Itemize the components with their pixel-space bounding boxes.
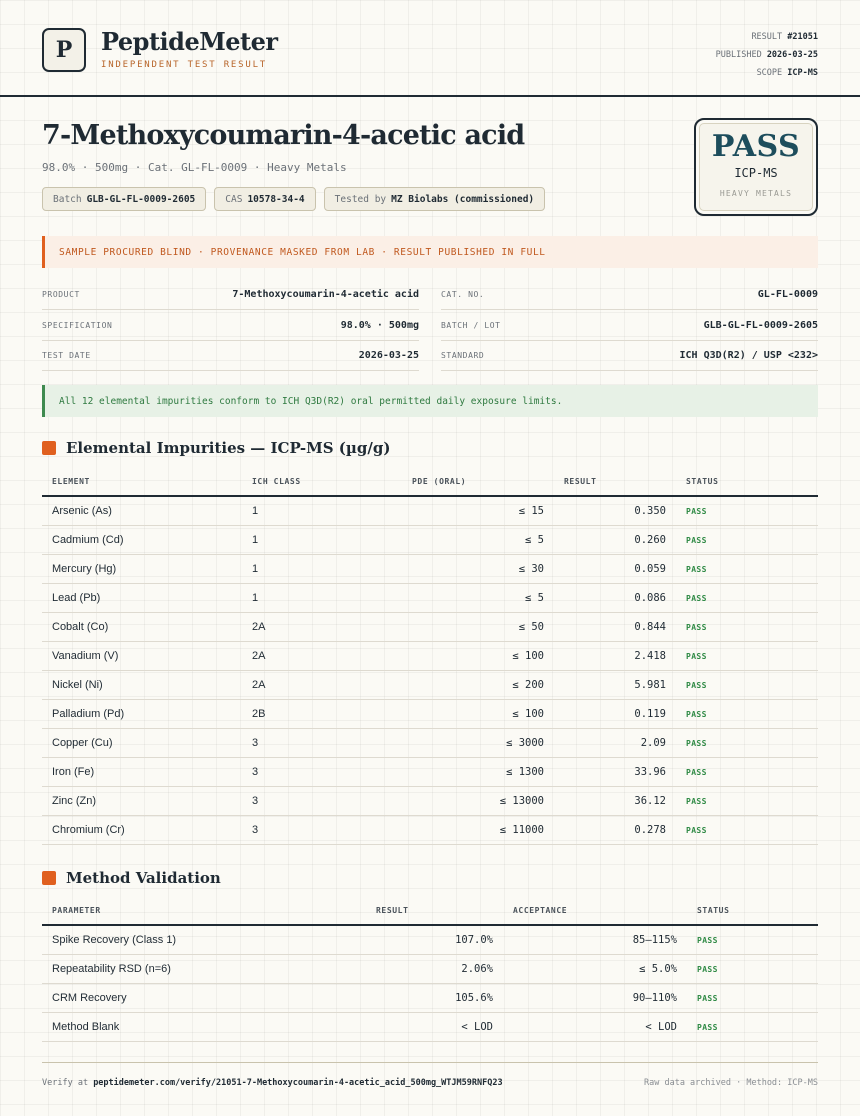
table-row: [42, 984, 818, 1013]
pde-cell: ≤ 15: [402, 496, 554, 526]
ich-class-cell: 2B: [242, 700, 402, 729]
batch-chip: Batch GLB-GL-FL-0009-2605: [42, 187, 206, 211]
acceptance-cell: 85–115%: [503, 925, 687, 955]
col-ich-class: ICH CLASS: [242, 467, 402, 496]
element-cell: Cadmium (Cd): [42, 526, 242, 555]
ich-class-cell: 3: [242, 816, 402, 845]
info-specification: [42, 311, 419, 341]
col-pde: PDE (ORAL): [402, 467, 554, 496]
table-row: [42, 700, 818, 729]
verify-link[interactable]: peptidemeter.com/verify/21051-7-Methoxycoumarin-4-acetic_acid_500mg_WTJM59RNFQ23: [93, 1078, 503, 1088]
status-badge: PASS: [676, 496, 818, 526]
tested-by-chip: Tested by MZ Biolabs (commissioned): [324, 187, 545, 211]
table-row: [42, 526, 818, 555]
table-row: [42, 925, 818, 955]
acceptance-cell: < LOD: [503, 1013, 687, 1042]
col-result: RESULT: [366, 896, 503, 925]
element-cell: Palladium (Pd): [42, 700, 242, 729]
col-status: STATUS: [687, 896, 818, 925]
element-cell: Nickel (Ni): [42, 671, 242, 700]
result-cell: 2.06%: [366, 955, 503, 984]
verify-line: [42, 1078, 503, 1088]
status-badge: PASS: [687, 955, 818, 984]
stamp-category: HEAVY METALS: [719, 189, 793, 198]
result-cell: 0.059: [554, 555, 676, 584]
archive-note: Raw data archived · Method: ICP-MS: [644, 1078, 818, 1088]
ich-class-cell: 1: [242, 555, 402, 584]
cas-chip: CAS 10578-34-4: [214, 187, 315, 211]
table-row: [42, 642, 818, 671]
info-test-date: [42, 341, 419, 371]
element-cell: Copper (Cu): [42, 729, 242, 758]
info-value: ICH Q3D(R2) / USP <232>: [679, 350, 818, 361]
result-cell: 0.119: [554, 700, 676, 729]
info-batch-lot: [441, 311, 818, 341]
section-title: Method Validation: [66, 869, 221, 887]
parameter-cell: CRM Recovery: [42, 984, 366, 1013]
element-cell: Zinc (Zn): [42, 787, 242, 816]
pde-cell: ≤ 13000: [402, 787, 554, 816]
parameter-cell: Method Blank: [42, 1013, 366, 1042]
table-row: [42, 584, 818, 613]
table-row: [42, 955, 818, 984]
table-row: [42, 555, 818, 584]
element-cell: Cobalt (Co): [42, 613, 242, 642]
section-bullet-icon: [42, 441, 56, 455]
pde-cell: ≤ 100: [402, 700, 554, 729]
status-badge: PASS: [676, 613, 818, 642]
col-status: STATUS: [676, 467, 818, 496]
info-label: STANDARD: [441, 351, 485, 360]
info-label: CAT. NO.: [441, 290, 485, 299]
result-cell: 0.086: [554, 584, 676, 613]
info-product: [42, 280, 419, 310]
page-header: [0, 0, 860, 97]
table-row: [42, 816, 818, 845]
result-cell: 0.350: [554, 496, 676, 526]
ich-class-cell: 3: [242, 758, 402, 787]
element-cell: Lead (Pb): [42, 584, 242, 613]
pde-cell: ≤ 50: [402, 613, 554, 642]
result-cell: 0.260: [554, 526, 676, 555]
product-subtitle: 98.0% · 500mg · Cat. GL-FL-0009 · Heavy Metals: [42, 161, 347, 174]
status-badge: PASS: [687, 984, 818, 1013]
table-row: [42, 613, 818, 642]
product-chips: [42, 187, 545, 211]
pde-cell: ≤ 5: [402, 584, 554, 613]
stamp-method: ICP-MS: [734, 166, 778, 180]
ich-class-cell: 1: [242, 526, 402, 555]
pde-cell: ≤ 1300: [402, 758, 554, 787]
status-badge: PASS: [687, 1013, 818, 1042]
result-cell: 33.96: [554, 758, 676, 787]
brand-name[interactable]: PeptideMeter: [101, 27, 278, 56]
col-acceptance: ACCEPTANCE: [503, 896, 687, 925]
status-badge: PASS: [676, 758, 818, 787]
ich-class-cell: 3: [242, 787, 402, 816]
section-title: Elemental Impurities — ICP-MS (µg/g): [66, 439, 391, 457]
info-label: TEST DATE: [42, 351, 91, 360]
element-cell: Vanadium (V): [42, 642, 242, 671]
element-cell: Mercury (Hg): [42, 555, 242, 584]
table-header-row: [42, 467, 818, 496]
pass-stamp: [694, 118, 818, 216]
status-badge: PASS: [676, 555, 818, 584]
pde-cell: ≤ 200: [402, 671, 554, 700]
table-row: [42, 729, 818, 758]
result-cell: 0.844: [554, 613, 676, 642]
info-label: BATCH / LOT: [441, 321, 501, 330]
status-badge: PASS: [676, 816, 818, 845]
pde-cell: ≤ 100: [402, 642, 554, 671]
table-row: [42, 1013, 818, 1042]
info-value: 98.0% · 500mg: [340, 320, 419, 331]
table-row: [42, 787, 818, 816]
result-cell: 105.6%: [366, 984, 503, 1013]
ich-class-cell: 1: [242, 584, 402, 613]
validation-section-heading: [42, 869, 221, 887]
impurities-section-heading: [42, 439, 390, 457]
ich-class-cell: 3: [242, 729, 402, 758]
pde-cell: ≤ 5: [402, 526, 554, 555]
status-badge: PASS: [676, 729, 818, 758]
info-value: GL-FL-0009: [757, 289, 818, 300]
status-badge: PASS: [676, 787, 818, 816]
element-cell: Iron (Fe): [42, 758, 242, 787]
col-element: ELEMENT: [42, 467, 242, 496]
info-value: 7-Methoxycoumarin-4-acetic acid: [232, 289, 419, 300]
parameter-cell: Spike Recovery (Class 1): [42, 925, 366, 955]
acceptance-cell: ≤ 5.0%: [503, 955, 687, 984]
table-row: [42, 496, 818, 526]
parameter-cell: Repeatability RSD (n=6): [42, 955, 366, 984]
verify-label: Verify at: [42, 1078, 89, 1088]
element-cell: Chromium (Cr): [42, 816, 242, 845]
col-result: RESULT: [554, 467, 676, 496]
acceptance-cell: 90–110%: [503, 984, 687, 1013]
result-meta: [716, 28, 818, 82]
info-standard: [441, 341, 818, 371]
ich-class-cell: 1: [242, 496, 402, 526]
status-badge: PASS: [676, 671, 818, 700]
result-cell: 2.418: [554, 642, 676, 671]
result-id-line: RESULT #21051: [751, 32, 818, 42]
pde-cell: ≤ 11000: [402, 816, 554, 845]
pde-cell: ≤ 30: [402, 555, 554, 584]
info-label: SPECIFICATION: [42, 321, 113, 330]
status-badge: PASS: [676, 642, 818, 671]
col-parameter: PARAMETER: [42, 896, 366, 925]
table-header-row: [42, 896, 818, 925]
result-cell: 36.12: [554, 787, 676, 816]
result-cell: 107.0%: [366, 925, 503, 955]
impurities-table: [42, 467, 818, 845]
scope-line: SCOPE ICP-MS: [756, 68, 818, 78]
verdict-text: PASS: [711, 129, 801, 164]
brand-logo[interactable]: P: [42, 28, 86, 72]
pde-cell: ≤ 3000: [402, 729, 554, 758]
result-cell: < LOD: [366, 1013, 503, 1042]
ich-class-cell: 2A: [242, 613, 402, 642]
section-bullet-icon: [42, 871, 56, 885]
element-cell: Arsenic (As): [42, 496, 242, 526]
procurement-notice: SAMPLE PROCURED BLIND · PROVENANCE MASKED FROM LAB · RESULT PUBLISHED IN FULL: [42, 236, 818, 268]
status-badge: PASS: [676, 526, 818, 555]
info-value: GLB-GL-FL-0009-2605: [703, 320, 818, 331]
ich-class-cell: 2A: [242, 671, 402, 700]
result-cell: 0.278: [554, 816, 676, 845]
ich-class-cell: 2A: [242, 642, 402, 671]
status-badge: PASS: [676, 584, 818, 613]
brand-tagline: INDEPENDENT TEST RESULT: [101, 60, 268, 70]
result-cell: 2.09: [554, 729, 676, 758]
conformance-notice: All 12 elemental impurities conform to ICH Q3D(R2) oral permitted daily exposure limits.: [42, 385, 818, 417]
published-line: PUBLISHED 2026-03-25: [715, 50, 818, 60]
table-row: [42, 671, 818, 700]
info-cat-no: [441, 280, 818, 310]
page-footer: [42, 1062, 818, 1088]
info-label: PRODUCT: [42, 290, 80, 299]
validation-table: [42, 896, 818, 1042]
status-badge: PASS: [687, 925, 818, 955]
table-row: [42, 758, 818, 787]
status-badge: PASS: [676, 700, 818, 729]
info-value: 2026-03-25: [358, 350, 419, 361]
result-cell: 5.981: [554, 671, 676, 700]
page-title: 7-Methoxycoumarin-4-acetic acid: [42, 120, 525, 151]
